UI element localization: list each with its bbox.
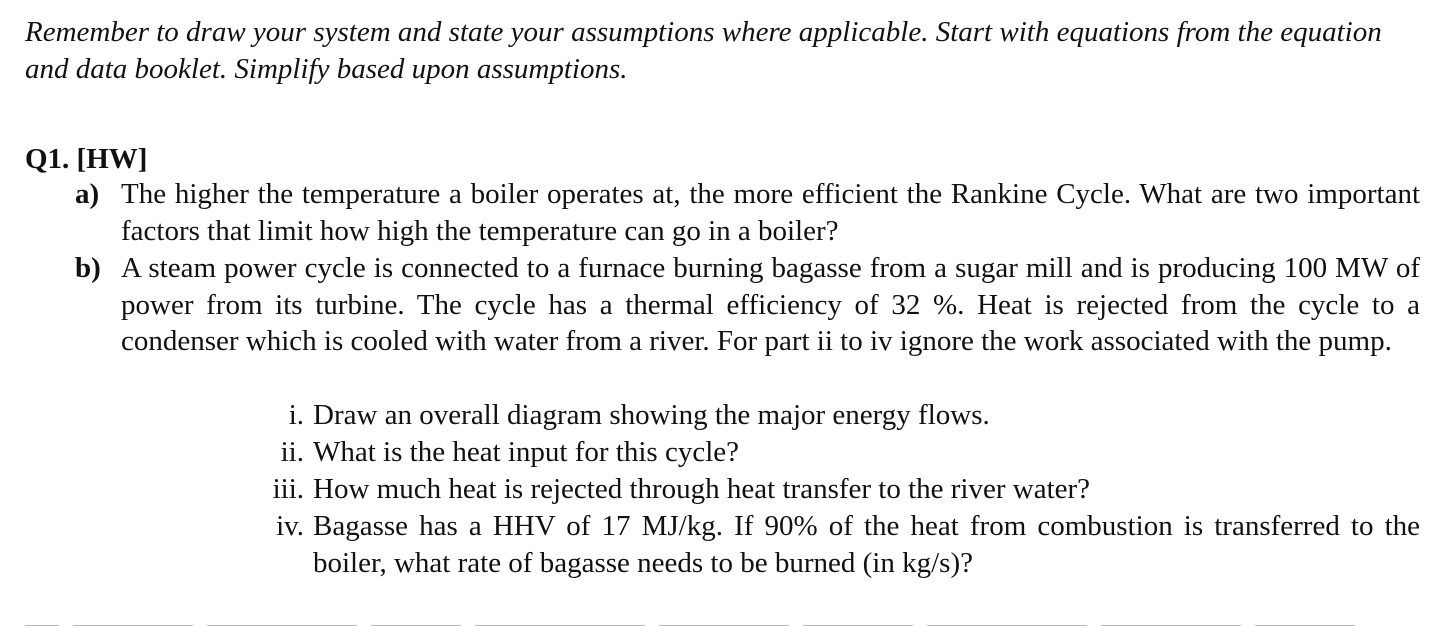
subpart-text: How much heat is rejected through heat transfer to the river water? <box>313 473 1091 505</box>
part-a <box>75 176 1420 249</box>
cut-off-next-line <box>25 616 1425 626</box>
subpart-i <box>250 397 1420 434</box>
part-b-text: A steam power cycle is connected to a furnace burning bagasse from a sugar mill and is producing 100 MW of power from its turbine. The cycle has a thermal efficiency of 32 %. Heat is rejected from the cycle to a condenser which is cooled with water from a river. For part ii to iv ignore the work associated with the pump. <box>121 252 1420 357</box>
subpart-text: Bagasse has a HHV of 17 MJ/kg. If 90% of the heat from combustion is transferred to the boiler, what rate of bagasse needs to be burned (in kg/s)? <box>313 510 1420 579</box>
subpart-number: iii. <box>272 473 304 505</box>
part-b-label: b) <box>75 252 101 284</box>
part-b <box>75 250 1420 360</box>
part-a-label: a) <box>75 178 100 210</box>
subpart-text: What is the heat input for this cycle? <box>313 436 739 468</box>
subpart-iv <box>250 508 1420 581</box>
subpart-text: Draw an overall diagram showing the major energy flows. <box>313 399 990 431</box>
part-a-text: The higher the temperature a boiler operates at, the more efficient the Rankine Cycle. What are two important factors that limit how high the temperature can go in a boiler? <box>121 178 1420 247</box>
subpart-ii <box>250 434 1420 471</box>
subpart-iii <box>250 471 1420 508</box>
subpart-number: i. <box>288 399 304 431</box>
instructions-text: Remember to draw your system and state your assumptions where applicable. Start with equations from the equation and data booklet. Simplify based upon assumptions. <box>25 16 1382 85</box>
subpart-number: iv. <box>276 510 304 542</box>
question-title: Q1. [HW] <box>25 143 148 175</box>
subpart-number: ii. <box>280 436 304 468</box>
